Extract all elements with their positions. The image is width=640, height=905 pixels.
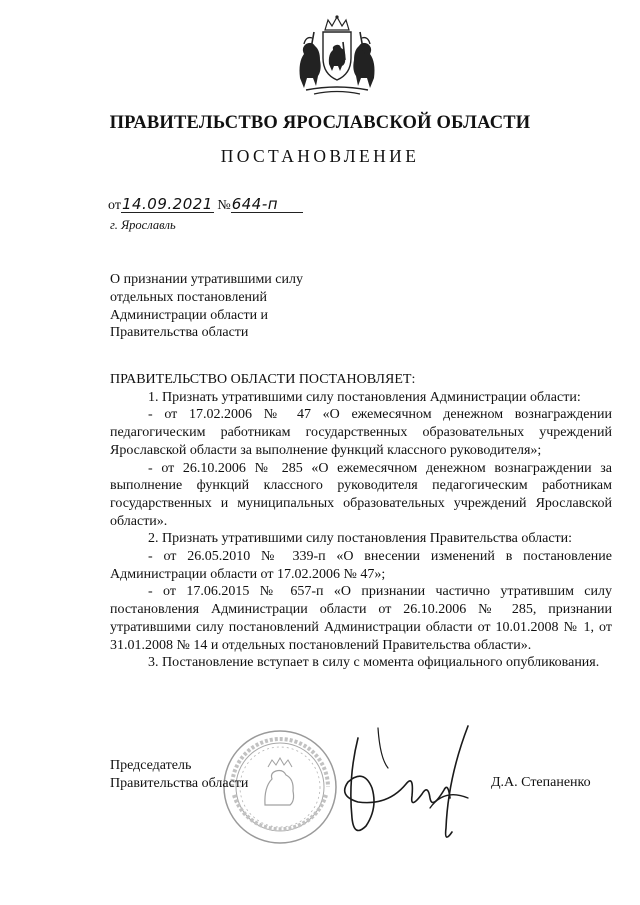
city: г. Ярославль xyxy=(110,218,176,232)
document-subject xyxy=(110,271,430,342)
number-prefix: № xyxy=(217,198,231,213)
subject-line: О признании утратившими силу xyxy=(110,272,303,287)
paragraph-1: 1. Признать утратившими силу постановления Администрации области: xyxy=(148,389,581,405)
organization-title: ПРАВИТЕЛЬСТВО ЯРОСЛАВСКОЙ ОБЛАСТИ xyxy=(109,113,531,133)
signatory-role xyxy=(110,757,248,793)
subject-line: Администрации области и xyxy=(110,307,269,323)
paragraph-2: 2. Признать утратившими силу постановления Правительства области: xyxy=(148,531,573,547)
subject-line: Правительства области xyxy=(110,325,249,341)
date-prefix: от xyxy=(108,198,121,213)
document-number: 644-п xyxy=(231,197,303,213)
role-line: Правительства области xyxy=(110,776,249,791)
signatory-name: Д.А. Степаненко xyxy=(491,775,591,790)
paragraph-1b: - от 26.10.2006 № 285 «О ежемесячном денежном вознаграждении за выполнение функций классного руководителя педагогическим работникам государственных и муниципальных образовательных учреждений Ярославской области». xyxy=(110,460,612,529)
date-number-line xyxy=(108,197,303,214)
paragraph-3: 3. Постановление вступает в силу с момента официального опубликования. xyxy=(148,655,600,671)
handwritten-signature xyxy=(318,718,478,848)
coat-of-arms-emblem xyxy=(292,14,382,98)
subject-line: отдельных постановлений xyxy=(110,289,268,305)
body-heading: ПРАВИТЕЛЬСТВО ОБЛАСТИ ПОСТАНОВЛЯЕТ: xyxy=(110,372,416,387)
paragraph-2a: - от 26.05.2010 № 339-п «О внесении изменений в постановление Администрации области от 17.02.2006 № 47»; xyxy=(110,549,612,582)
document-type: ПОСТАНОВЛЕНИЕ xyxy=(220,146,420,166)
document-body xyxy=(110,371,612,672)
paragraph-1a: - от 17.02.2006 № 47 «О ежемесячном денежном вознаграждении педагогическим работникам государственных образовательных учреждений Ярославской области за выполнение функций классного руководителя»; xyxy=(110,407,612,458)
paragraph-2b: - от 17.06.2015 № 657-п «О признании частично утратившим силу постановления Администрации области от 26.10.2006 № 285, признании утратившими силу постановлений Администрации области от 10.01.2008 № 1, от 31.01.2008 № 14 и отдельных постановлений Правительства области». xyxy=(110,584,612,653)
document-date: 14.09.2021 xyxy=(121,195,213,213)
role-line: Председатель xyxy=(110,758,192,773)
